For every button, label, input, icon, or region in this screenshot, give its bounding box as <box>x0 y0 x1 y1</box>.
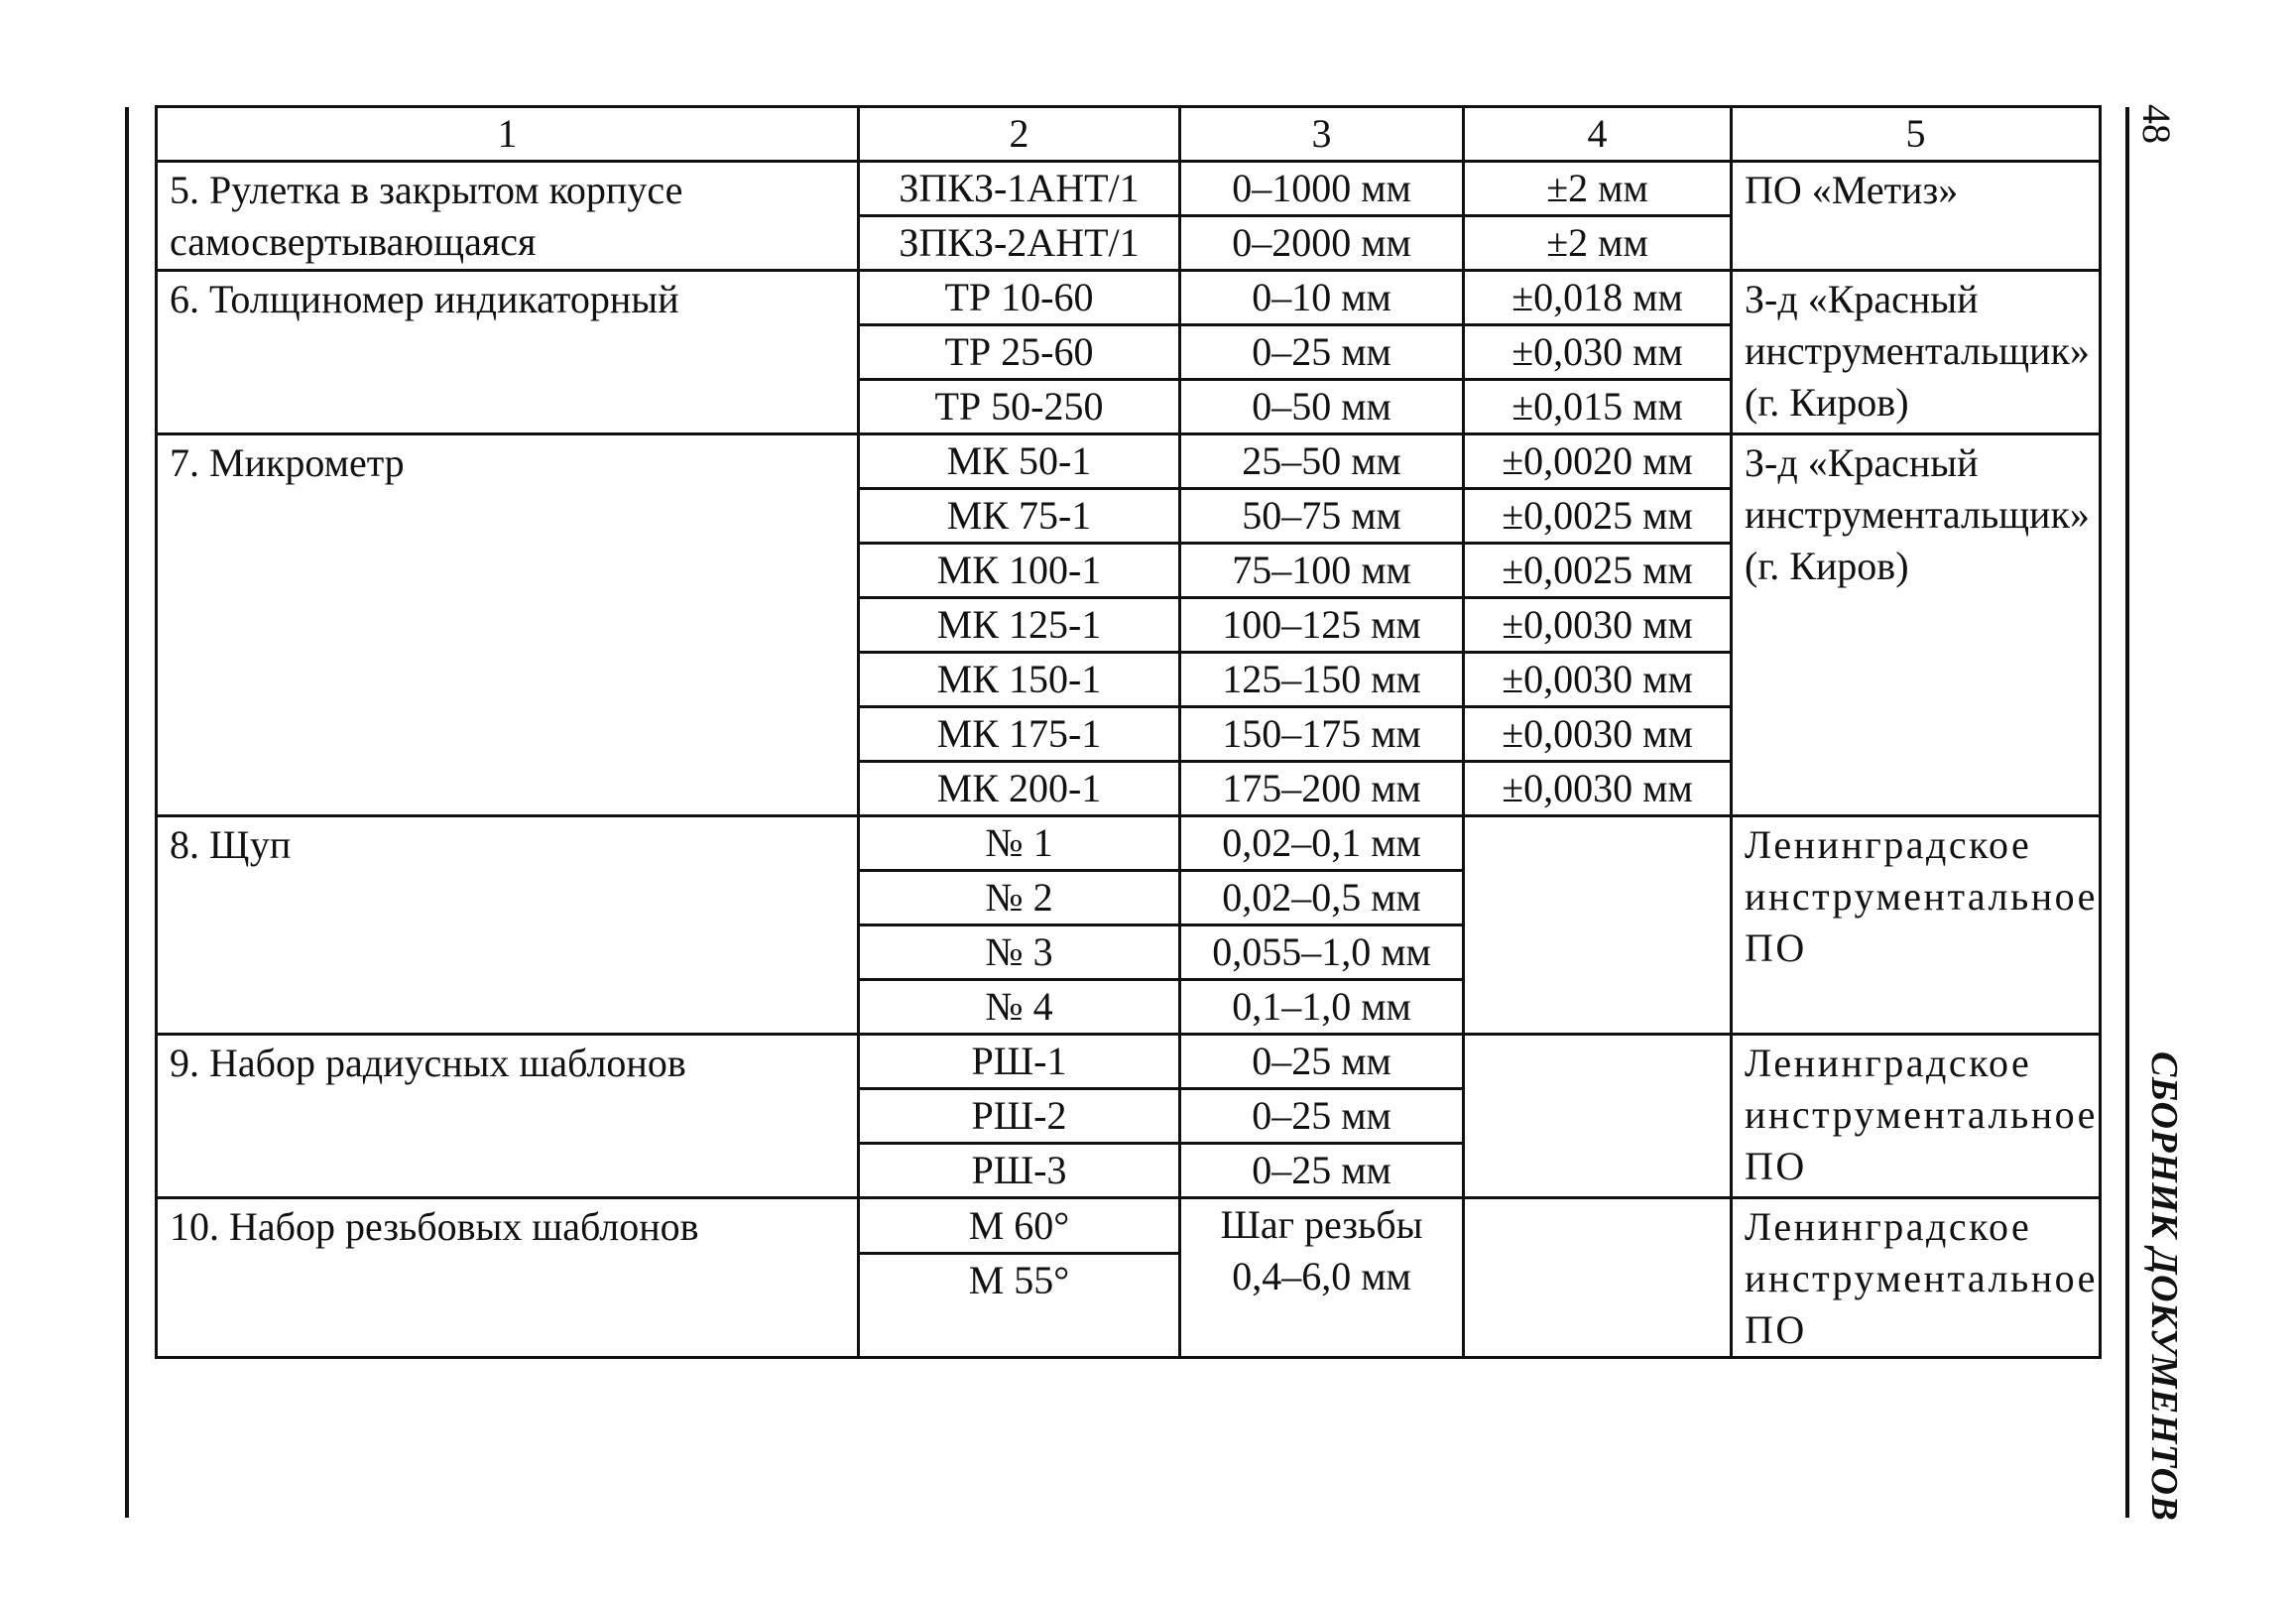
header-cell: 3 <box>1180 107 1464 162</box>
instrument-name: 5. Рулетка в закрытом корпусе самосвертывающаяся <box>157 162 859 271</box>
range-cell: 175–200 мм <box>1180 762 1464 816</box>
right-margin-rule <box>2125 107 2129 1518</box>
left-margin-rule <box>125 107 129 1518</box>
running-title: СБОРНИК ДОКУМЕНТОВ <box>2143 1051 2185 1522</box>
type-cell: МК 150-1 <box>859 653 1180 707</box>
header-cell: 1 <box>157 107 859 162</box>
range-cell: 0–25 мм <box>1180 325 1464 380</box>
type-cell: № 4 <box>859 980 1180 1035</box>
error-cell: ±0,0030 мм <box>1464 653 1732 707</box>
header-cell: 5 <box>1732 107 2101 162</box>
type-cell: ЗПКЗ-1АНТ/1 <box>859 162 1180 216</box>
type-cell: РШ-3 <box>859 1144 1180 1198</box>
header-cell: 2 <box>859 107 1180 162</box>
header-cell: 4 <box>1464 107 1732 162</box>
type-cell: № 3 <box>859 925 1180 980</box>
instruments-table <box>155 105 2102 1359</box>
type-cell: МК 100-1 <box>859 544 1180 598</box>
range-cell: 125–150 мм <box>1180 653 1464 707</box>
instrument-name: 6. Толщиномер индикаторный <box>157 271 859 434</box>
instrument-name: 8. Щуп <box>157 816 859 1035</box>
error-cell: ±0,0025 мм <box>1464 489 1732 544</box>
type-cell: М 60° <box>859 1198 1180 1254</box>
type-cell: РШ-2 <box>859 1089 1180 1144</box>
error-cell-empty <box>1464 1198 1732 1358</box>
table-row <box>157 271 2101 325</box>
header-row <box>157 107 2101 162</box>
error-cell: ±0,0030 мм <box>1464 707 1732 762</box>
range-cell: 0–50 мм <box>1180 380 1464 434</box>
table-row <box>157 162 2101 216</box>
table-row <box>157 816 2101 871</box>
type-cell: М 55° <box>859 1254 1180 1358</box>
error-cell: ±0,0020 мм <box>1464 434 1732 489</box>
error-cell-empty <box>1464 816 1732 1035</box>
type-cell: МК 50-1 <box>859 434 1180 489</box>
error-cell: ±0,0030 мм <box>1464 598 1732 653</box>
range-cell: 0–2000 мм <box>1180 216 1464 271</box>
range-cell: 0–25 мм <box>1180 1144 1464 1198</box>
type-cell: ЗПКЗ-2АНТ/1 <box>859 216 1180 271</box>
page-number: 48 <box>2134 104 2179 144</box>
type-cell: ТР 10-60 <box>859 271 1180 325</box>
range-cell: 25–50 мм <box>1180 434 1464 489</box>
range-cell: 0–1000 мм <box>1180 162 1464 216</box>
range-cell: 0,02–0,5 мм <box>1180 871 1464 925</box>
table-row <box>157 1035 2101 1089</box>
error-cell: ±0,015 мм <box>1464 380 1732 434</box>
range-cell: 0–25 мм <box>1180 1035 1464 1089</box>
type-cell: МК 200-1 <box>859 762 1180 816</box>
manufacturer-cell: З-д «Красный инструментальщик» (г. Киров) <box>1732 434 2101 816</box>
range-cell: 0–10 мм <box>1180 271 1464 325</box>
manufacturer-cell: З-д «Красный инструментальщик» (г. Киров) <box>1732 271 2101 434</box>
range-cell: 75–100 мм <box>1180 544 1464 598</box>
table-row <box>157 1198 2101 1254</box>
type-cell: № 1 <box>859 816 1180 871</box>
manufacturer-cell: ПО «Метиз» <box>1732 162 2101 271</box>
error-cell: ±0,018 мм <box>1464 271 1732 325</box>
range-cell: 0–25 мм <box>1180 1089 1464 1144</box>
error-cell: ±2 мм <box>1464 162 1732 216</box>
manufacturer-cell: Ленинградское инструментальное ПО <box>1732 1198 2101 1358</box>
manufacturer-cell: Ленинградское инструментальное ПО <box>1732 1035 2101 1198</box>
table-row <box>157 434 2101 489</box>
range-cell: 50–75 мм <box>1180 489 1464 544</box>
error-cell: ±2 мм <box>1464 216 1732 271</box>
range-cell: 150–175 мм <box>1180 707 1464 762</box>
type-cell: МК 125-1 <box>859 598 1180 653</box>
type-cell: РШ-1 <box>859 1035 1180 1089</box>
error-cell: ±0,0030 мм <box>1464 762 1732 816</box>
manufacturer-cell: Ленинградское инструментальное ПО <box>1732 816 2101 1035</box>
type-cell: ТР 50-250 <box>859 380 1180 434</box>
error-cell: ±0,0025 мм <box>1464 544 1732 598</box>
type-cell: МК 75-1 <box>859 489 1180 544</box>
type-cell: МК 175-1 <box>859 707 1180 762</box>
instrument-name: 10. Набор резьбовых шаблонов <box>157 1198 859 1358</box>
error-cell: ±0,030 мм <box>1464 325 1732 380</box>
range-cell: 0,055–1,0 мм <box>1180 925 1464 980</box>
error-cell-empty <box>1464 1035 1732 1198</box>
type-cell: № 2 <box>859 871 1180 925</box>
range-cell: 0,02–0,1 мм <box>1180 816 1464 871</box>
type-cell: ТР 25-60 <box>859 325 1180 380</box>
range-cell: 0,1–1,0 мм <box>1180 980 1464 1035</box>
range-cell: 100–125 мм <box>1180 598 1464 653</box>
instrument-name: 7. Микрометр <box>157 434 859 816</box>
thread-pitch-cell: Шаг резьбы 0,4–6,0 мм <box>1180 1198 1464 1358</box>
instrument-name: 9. Набор радиусных шаблонов <box>157 1035 859 1198</box>
